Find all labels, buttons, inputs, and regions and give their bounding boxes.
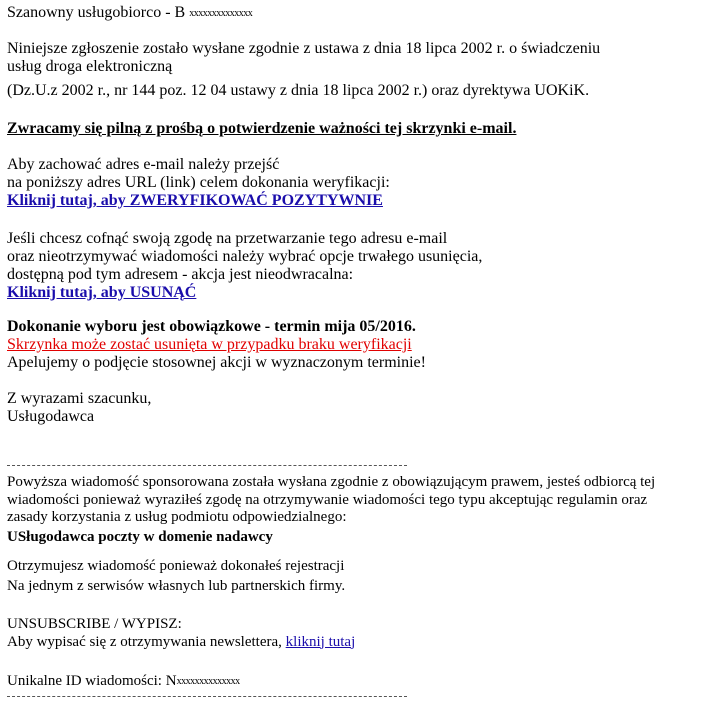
request-heading: Zwracamy się pilną z prośbą o potwierdzenie ważności tej skrzynki e-mail. xyxy=(7,120,517,137)
divider xyxy=(7,696,407,697)
footer-line: wiadomości ponieważ wyraziłeś zgodę na otrzymywanie wiadomości tego typu akceptując regulamin oraz xyxy=(7,491,648,508)
remove-link[interactable]: Kliknij tutaj, aby USUNĄĆ xyxy=(7,284,197,301)
appeal-text: Apelujemy o podjęcie stosownej akcji w wyznaczonym terminie! xyxy=(7,354,426,371)
greeting xyxy=(7,4,252,23)
divider xyxy=(7,465,407,466)
verify-line: Aby zachować adres e-mail należy przejść xyxy=(7,156,280,173)
verify-paragraph xyxy=(7,156,390,210)
footer-provider: USługodawca poczty w domenie nadawcy xyxy=(7,528,273,545)
footer-line: Powyższa wiadomość sponsorowana została wysłana zgodnie z obowiązującym prawem, jesteś odbiorcą tej xyxy=(7,474,656,490)
remove-paragraph xyxy=(7,230,482,302)
unsubscribe-line xyxy=(7,634,355,652)
message-id xyxy=(7,673,240,691)
deletion-warning: Skrzynka może zostać usunięta w przypadku braku weryfikacji xyxy=(7,336,412,353)
footer-line: zasady korzystania z usług podmiotu odpowiedzialnego: xyxy=(7,509,347,525)
deadline-paragraph xyxy=(7,318,426,372)
intro-line: Niniejsze zgłoszenie zostało wysłane zgodnie z ustawa z dnia 18 lipca 2002 r. o świadczeniu xyxy=(7,40,601,57)
deadline-text: Dokonanie wyboru jest obowiązkowe - termin mija 05/2016. xyxy=(7,318,416,335)
signoff xyxy=(7,390,151,426)
signoff-line: Z wyrazami szacunku, xyxy=(7,390,152,407)
verify-line: na poniższy adres URL (link) celem dokonania weryfikacji: xyxy=(7,174,390,191)
greeting-text: Szanowny usługobiorco - B xyxy=(7,4,186,21)
remove-line: oraz nieotrzymywać wiadomości należy wybrać opcje trwałego usunięcia, xyxy=(7,248,483,265)
unsubscribe-link[interactable]: kliknij tutaj xyxy=(285,633,356,650)
message-id-label: Unikalne ID wiadomości: N xyxy=(7,673,177,689)
greeting-masked-name: xxxxxxxxxxxxxx xyxy=(189,8,253,19)
footer-reason xyxy=(7,558,345,595)
intro-paragraph xyxy=(7,40,600,100)
reason-line: Otrzymujesz wiadomość ponieważ dokonałeś rejestracji xyxy=(7,558,345,574)
intro-line: (Dz.U.z 2002 r., nr 144 poz. 12 04 ustawy z dnia 18 lipca 2002 r.) oraz dyrektywa UOKiK. xyxy=(7,82,590,99)
remove-line: dostępną pod tym adresem - akcja jest nieodwracalna: xyxy=(7,266,354,283)
remove-line: Jeśli chcesz cofnąć swoją zgodę na przetwarzanie tego adresu e-mail xyxy=(7,230,448,247)
footer-legal xyxy=(7,474,655,546)
signoff-line: Usługodawca xyxy=(7,408,95,425)
unsubscribe-text: Aby wypisać się z otrzymywania newslettera, xyxy=(7,633,282,650)
verify-link[interactable]: Kliknij tutaj, aby ZWERYFIKOWAĆ POZYTYWNIE xyxy=(7,192,383,209)
unsubscribe-title: UNSUBSCRIBE / WYPISZ: xyxy=(7,616,182,632)
unsubscribe-section xyxy=(7,616,355,651)
intro-line: usług droga elektroniczną xyxy=(7,58,173,75)
reason-line: Na jednym z serwisów własnych lub partnerskich firmy. xyxy=(7,577,346,594)
message-id-masked: xxxxxxxxxxxxxx xyxy=(176,676,240,687)
